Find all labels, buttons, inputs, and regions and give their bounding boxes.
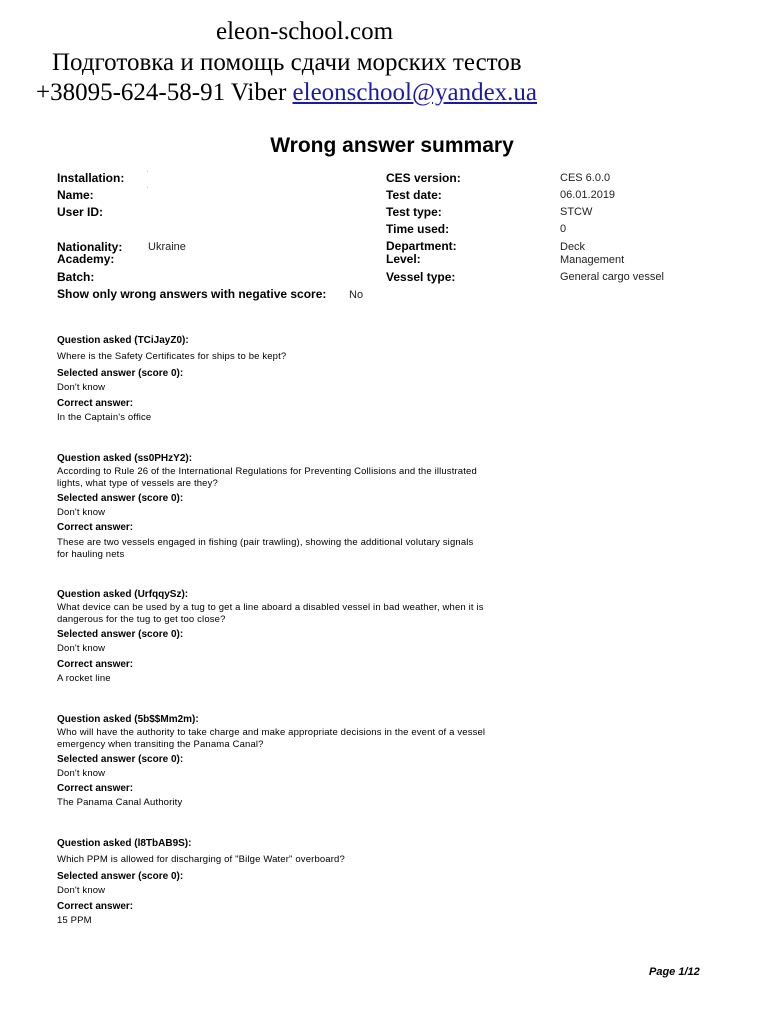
test-type-label: Test type: [386, 205, 442, 219]
selected-answer-value: Don't know [57, 885, 106, 896]
question-heading: Question asked (TCiJayZ0): [57, 335, 189, 346]
time-used-value: 0 [560, 223, 567, 235]
correct-answer-label: Correct answer: [57, 783, 134, 794]
selected-answer-label: Selected answer (score 0): [57, 368, 184, 379]
user-id-label: User ID: [57, 205, 104, 219]
selected-answer-value: Don't know [57, 768, 106, 779]
vessel-type-label: Vessel type: [386, 270, 456, 284]
header-site: eleon-school.com [216, 18, 394, 45]
vessel-type-value: General cargo vessel [560, 271, 664, 283]
selected-answer-label: Selected answer (score 0): [57, 493, 184, 504]
question-text: Who will have the authority to take charge and make appropriate decisions in the event of a vessel emergency when transiting the Panama Canal? [57, 727, 486, 750]
nationality-value: Ukraine [148, 241, 186, 253]
name-value: ' [147, 187, 149, 193]
selected-answer-label: Selected answer (score 0): [57, 754, 184, 765]
academy-label: Academy: [57, 252, 115, 266]
question-text: Which PPM is allowed for discharging of "Bilge Water" overboard? [57, 854, 345, 865]
installation-value: ' [147, 171, 149, 177]
question-heading: Question asked (l8TbAB9S): [57, 838, 192, 849]
test-date-value: 06.01.2019 [560, 189, 616, 201]
selected-answer-value: Don't know [57, 382, 106, 393]
header-subtitle: Подготовка и помощь сдачи морских тестов [52, 49, 522, 76]
selected-answer-label: Selected answer (score 0): [57, 629, 184, 640]
show-only-label: Show only wrong answers with negative score: [57, 287, 327, 301]
department-label: Department: [386, 239, 457, 253]
page-title: Wrong answer summary [270, 134, 514, 157]
batch-label: Batch: [57, 270, 95, 284]
question-text: What device can be used by a tug to get a line aboard a disabled vessel in bad weather, when it is dangerous for the tug to get too close? [57, 602, 484, 625]
correct-answer-label: Correct answer: [57, 522, 134, 533]
correct-answer-value: In the Captain's office [57, 412, 152, 423]
selected-answer-label: Selected answer (score 0): [57, 871, 184, 882]
selected-answer-value: Don't know [57, 507, 106, 518]
header-contact [36, 78, 768, 108]
correct-answer-label: Correct answer: [57, 901, 134, 912]
question-heading: Question asked (ss0PHzY2): [57, 453, 193, 464]
correct-answer-value: The Panama Canal Authority [57, 797, 183, 808]
correct-answer-label: Correct answer: [57, 659, 134, 670]
nationality-label: Nationality: [57, 240, 123, 254]
question-text: According to Rule 26 of the International Regulations for Preventing Collisions and the illustrated lights, what type of vessels are they? [57, 466, 477, 489]
test-type-value: STCW [560, 206, 593, 218]
page-number: Page 1/12 [649, 966, 700, 978]
correct-answer-value: 15 PPM [57, 915, 92, 926]
level-label: Level: [386, 252, 421, 266]
correct-answer-value: These are two vessels engaged in fishing (pair trawling), showing the additional volutary signals for hauling nets [57, 537, 474, 560]
name-label: Name: [57, 188, 94, 202]
test-date-label: Test date: [386, 188, 442, 202]
level-value: Management [560, 254, 625, 266]
time-used-label: Time used: [386, 222, 450, 236]
show-only-value: No [349, 289, 364, 301]
installation-label: Installation: [57, 171, 125, 185]
question-heading: Question asked (5b$$Mm2m): [57, 714, 199, 725]
ces-version-label: CES version: [386, 171, 461, 185]
selected-answer-value: Don't know [57, 643, 106, 654]
correct-answer-label: Correct answer: [57, 398, 134, 409]
ces-version-value: CES 6.0.0 [560, 172, 611, 184]
question-heading: Question asked (UrfqqySz): [57, 589, 189, 600]
question-text: Where is the Safety Certificates for ships to be kept? [57, 351, 287, 362]
header-phone: +38095-624-58-91 Viber [36, 79, 293, 106]
department-value: Deck [560, 241, 586, 253]
header-email-link[interactable]: eleonschool@yandex.ua [292, 79, 538, 106]
correct-answer-value: A rocket line [57, 673, 111, 684]
